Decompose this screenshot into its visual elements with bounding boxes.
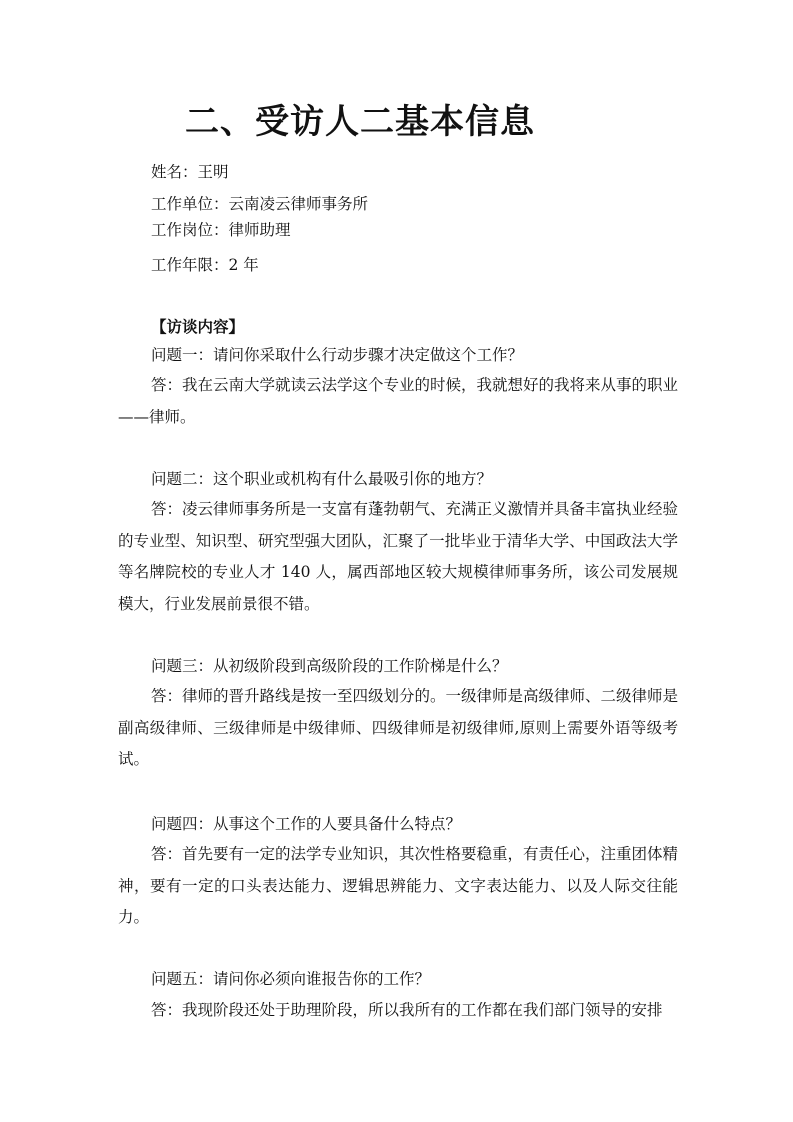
profile-name: 姓名：王明 bbox=[151, 163, 229, 181]
question-3: 问题三：从初级阶段到高级阶段的工作阶梯是什么？ bbox=[151, 657, 508, 675]
section-label: 【访谈内容】 bbox=[151, 317, 245, 336]
answer-1: 答：我在云南大学就读云法学这个专业的时候，我就想好的我将来从事的职业——律师。 bbox=[118, 376, 679, 426]
question-4: 问题四：从事这个工作的人要具备什么特点？ bbox=[151, 815, 462, 833]
question-5: 问题五：请问你必须向谁报告你的工作？ bbox=[151, 970, 431, 988]
answer-5: 答：我现阶段还处于助理阶段，所以我所有的工作都在我们部门领导的安排 bbox=[151, 1001, 663, 1019]
answer-2: 答：凌云律师事务所是一支富有蓬勃朝气、充满正义激情并具备丰富执业经验的专业型、知识型、研究型强大团队，汇聚了一批毕业于清华大学、中国政法大学等名牌院校的专业人才 140 人，属西部地区较大规模律师事务所，该公司发展规模大，行业发展前景很不错。 bbox=[118, 500, 679, 613]
question-1: 问题一：请问你采取什么行动步骤才决定做这个工作？ bbox=[151, 346, 524, 364]
answer-4: 答：首先要有一定的法学专业知识，其次性格要稳重，有责任心，注重团体精神，要有一定的口头表达能力、逻辑思辨能力、文字表达能力、以及人际交往能力。 bbox=[118, 845, 679, 926]
page-title: 二、受访人二基本信息 bbox=[185, 102, 535, 142]
profile-years: 工作年限：2 年 bbox=[151, 256, 259, 274]
answer-3: 答：律师的晋升路线是按一至四级划分的。一级律师是高级律师、二级律师是副高级律师、三级律师是中级律师、四级律师是初级律师,原则上需要外语等级考试。 bbox=[118, 687, 679, 768]
profile-position: 工作岗位：律师助理 bbox=[151, 221, 291, 239]
profile-employer: 工作单位：云南凌云律师事务所 bbox=[151, 195, 369, 213]
question-2: 问题二：这个职业或机构有什么最吸引你的地方？ bbox=[151, 470, 493, 488]
